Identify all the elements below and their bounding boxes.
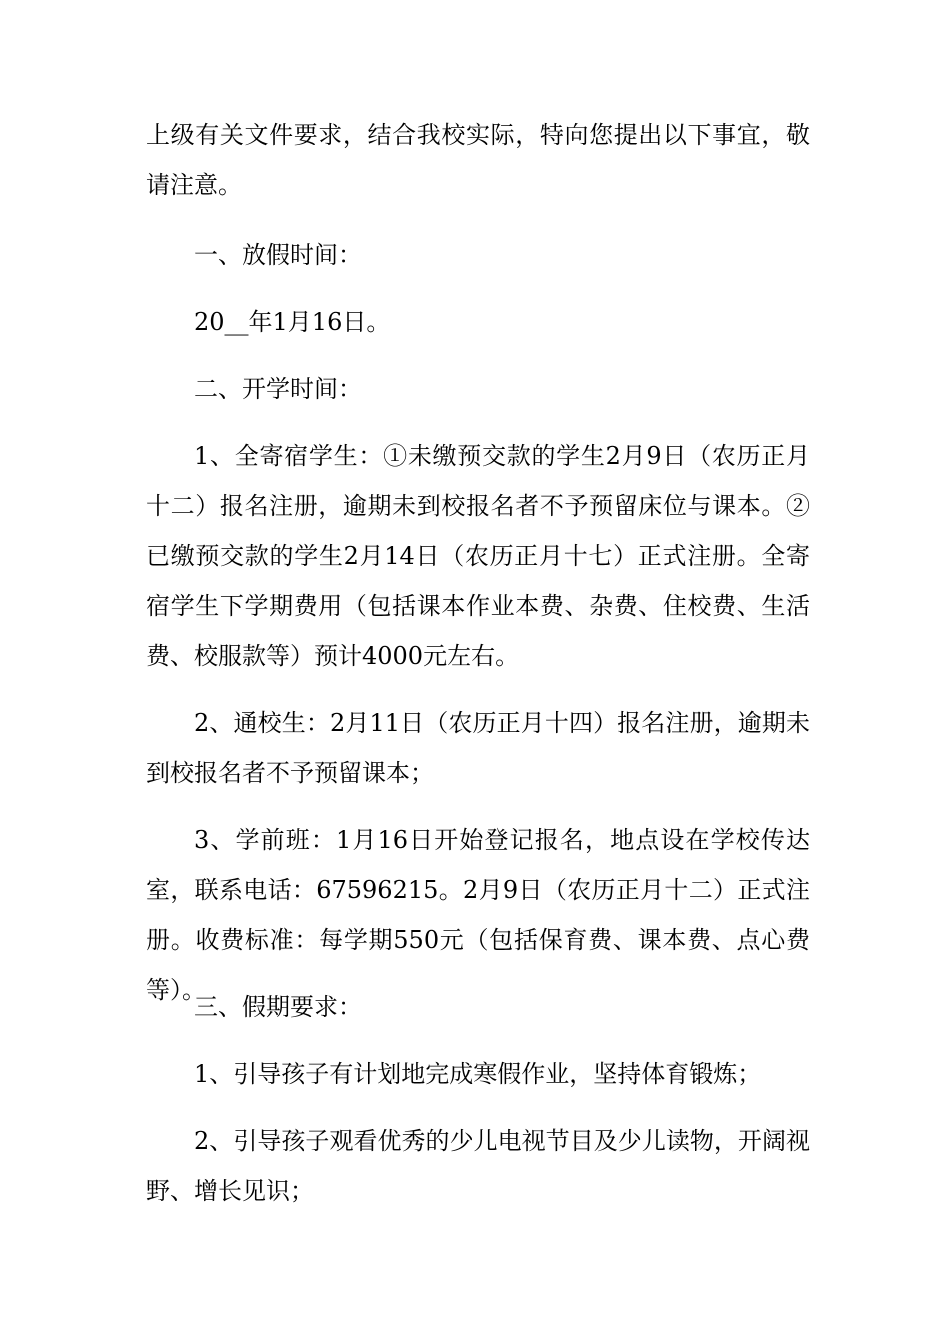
paragraph-vacation-date: 20__年1月16日。 bbox=[194, 308, 391, 336]
paragraph-boarding-students: 1、全寄宿学生：①未缴预交款的学生2月9日（农历正月十二）报名注册，逾期未到校报名者不予预留床位与课本。②已缴预交款的学生2月14日（农历正月十七）正式注册。全寄宿学生下学期费用（包括课本作业本费、杂费、住校费、生活费、校服款等）预计4000元左右。 bbox=[146, 442, 810, 670]
paragraph-day-students: 2、通校生：2月11日（农历正月十四）报名注册，逾期未到校报名者不予预留课本； bbox=[146, 709, 810, 787]
heading-vacation-requirements: 三、假期要求： bbox=[194, 993, 362, 1021]
paragraph-intro-continuation: 上级有关文件要求，结合我校实际，特向您提出以下事宜，敬请注意。 bbox=[146, 121, 810, 199]
heading-school-start-time: 二、开学时间： bbox=[194, 375, 362, 403]
paragraph-requirement-2: 2、引导孩子观看优秀的少儿电视节目及少儿读物，开阔视野、增长见识； bbox=[146, 1127, 810, 1205]
paragraph-preschool: 3、学前班：1月16日开始登记报名，地点设在学校传达室，联系电话：67596215。2月9日（农历正月十二）正式注册。收费标准：每学期550元（包括保育费、课本费、点心费等）。 bbox=[146, 826, 810, 1004]
paragraph-requirement-1: 1、引导孩子有计划地完成寒假作业，坚持体育锻炼； bbox=[194, 1060, 762, 1088]
heading-vacation-time: 一、放假时间： bbox=[194, 241, 362, 269]
